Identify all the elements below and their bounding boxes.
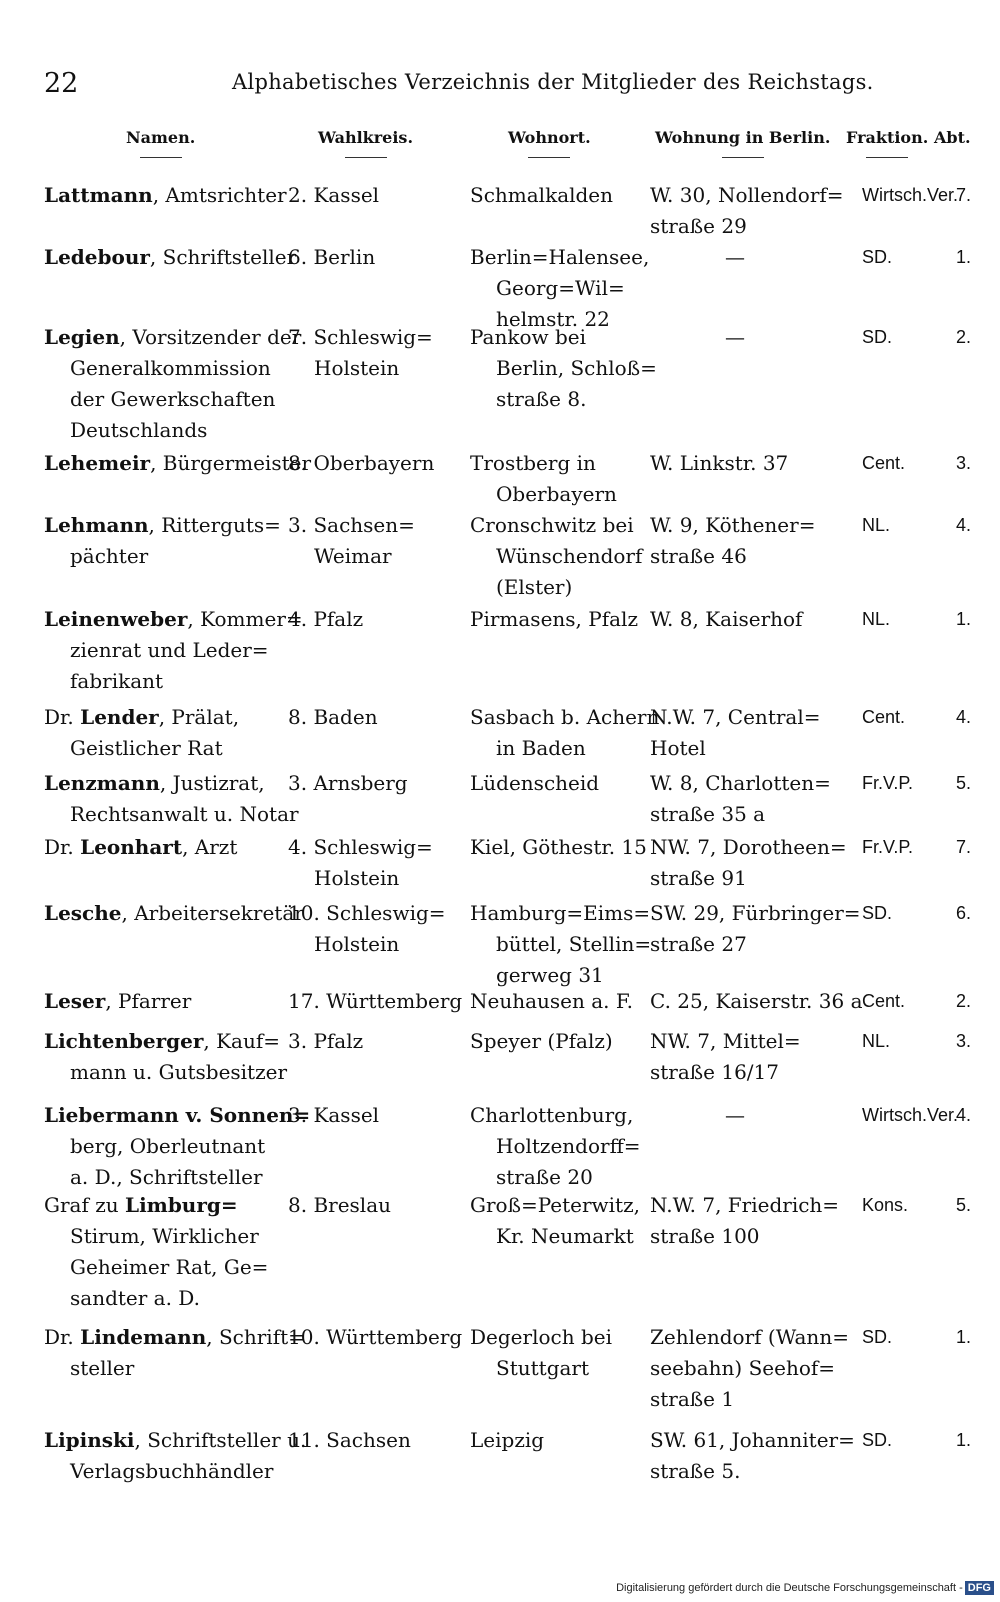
member-name-line: steller [70,1356,135,1380]
berlin-address-cell [650,1100,820,1131]
abteilung-cell: 3. [956,453,972,473]
wohnort-cell-line: Hamburg=Eims= [470,901,651,925]
wohnort-cell [470,768,642,799]
wohnort-cell-line: Degerloch bei [470,1325,612,1349]
berlin-address-cell [650,1322,850,1415]
member-name [44,1100,311,1193]
member-name [44,322,302,446]
berlin-address-cell-line: straße 1 [650,1387,735,1411]
member-name-line: Ledebour, Schriftsteller [44,245,297,269]
wahlkreis-cell-line: 17. Württemberg [288,989,463,1013]
wohnort-cell-line: Charlottenburg, [470,1103,634,1127]
member-name-line: Lipinski, Schriftsteller u. [44,1428,307,1452]
abteilung-cell: 1. [956,609,972,629]
wohnort-cell [470,898,652,991]
wahlkreis-cell-line: Holstein [314,356,400,380]
wahlkreis-cell [288,510,468,572]
member-name-line: Generalkommission [70,356,271,380]
wohnort-cell-line: helmstr. 22 [496,307,610,331]
member-name-line: zienrat und Leder= [70,638,269,662]
member-name [44,702,284,764]
member-name-line: Liebermann v. Sonnen= [44,1103,311,1127]
wohnort-cell-line: büttel, Stellin= [496,932,652,956]
berlin-address-cell-line: straße 91 [650,866,747,890]
fraktion-cell: Kons. [862,1195,909,1215]
wahlkreis-cell-line: 11. Sachsen [288,1428,411,1452]
member-name-line: Geistlicher Rat [70,736,223,760]
wahlkreis-cell-line: 3. Arnsberg [288,771,408,795]
wahlkreis-cell-line: 7. Schleswig= [288,325,433,349]
abteilung-cell: 1. [956,247,972,267]
member-name-line: Lesche, Arbeitersekretär [44,901,304,925]
wohnort-cell-line: (Elster) [496,575,573,599]
wahlkreis-cell [288,180,468,211]
member-name-line: Stirum, Wirklicher [70,1224,259,1248]
page-title: Alphabetisches Verzeichnis der Mitglieder des Reichstags. [232,70,874,94]
fraktion-cell: Wirtsch.Ver. [862,185,959,205]
wahlkreis-cell-line: 8. Breslau [288,1193,391,1217]
abteilung-cell: 7. [956,185,972,205]
wahlkreis-cell-line: Holstein [314,866,400,890]
wahlkreis-cell [288,898,468,960]
wahlkreis-cell-line: 3. Pfalz [288,1029,364,1053]
member-name-line: Rechtsanwalt u. Notar [70,802,299,826]
wahlkreis-cell [288,1322,468,1353]
berlin-address-cell-line: — [725,245,745,269]
wohnort-cell [470,1425,642,1456]
abteilung-cell: 2. [956,327,972,347]
member-name-line: Lehmann, Ritterguts= [44,513,281,537]
abteilung-cell: 7. [956,837,972,857]
wohnort-cell [470,510,642,603]
wohnort-cell-line: Pankow bei [470,325,587,349]
page-header [0,68,1000,108]
fraktion-cell: NL. [862,1031,891,1051]
berlin-address-cell [650,1190,850,1252]
fraktion-cell: SD. [862,247,893,267]
member-name-line: Dr. Lender, Prälat, [44,705,240,729]
wahlkreis-cell [288,986,468,1017]
member-name [44,898,304,929]
wahlkreis-cell-line: 4. Pfalz [288,607,364,631]
column-header-abteilung: Abt. [934,128,971,147]
wahlkreis-cell [288,604,468,635]
member-name-line: Dr. Leonhart, Arzt [44,835,238,859]
member-name [44,180,287,211]
berlin-address-cell-line: straße 46 [650,544,747,568]
member-name-line: berg, Oberleutnant [70,1134,266,1158]
wohnort-cell-line: Kr. Neumarkt [496,1224,634,1248]
abteilung-cell: 4. [956,515,972,535]
fraktion-cell: SD. [862,1327,893,1347]
wohnort-cell-line: Berlin=Halensee, [470,245,650,269]
wohnort-cell-line: Georg=Wil= [496,276,625,300]
wohnort-cell [470,702,660,764]
berlin-address-cell [650,702,850,764]
berlin-address-cell [650,832,850,894]
wahlkreis-cell-line: 8. Baden [288,705,378,729]
wohnort-cell-line: Pirmasens, Pfalz [470,607,638,631]
member-name-line: Lenzmann, Justizrat, [44,771,265,795]
wohnort-cell [470,448,642,510]
member-name [44,986,284,1017]
berlin-address-cell-line: W. 30, Nollendorf= [650,183,844,207]
wohnort-cell-line: Cronschwitz bei [470,513,634,537]
column-header-wohnung-berlin: Wohnung in Berlin. [655,128,830,158]
column-header-wahlkreis: Wahlkreis. [318,128,413,158]
berlin-address-cell-line: N.W. 7, Friedrich= [650,1193,840,1217]
member-name-line: fabrikant [70,669,164,693]
member-name-line: Dr. Lindemann, Schrift= [44,1325,305,1349]
berlin-address-cell [650,768,850,830]
member-name-line: Lichtenberger, Kauf= [44,1029,280,1053]
member-name [44,1026,288,1088]
wohnort-cell-line: Lüdenscheid [470,771,600,795]
abteilung-cell: 4. [956,707,972,727]
berlin-address-cell [650,986,863,1017]
wahlkreis-cell-line: 6. Berlin [288,245,376,269]
berlin-address-cell [650,242,820,273]
wahlkreis-cell-line: 10. Württemberg [288,1325,463,1349]
wahlkreis-cell-line: 10. Schleswig= [288,901,446,925]
column-header-namen: Namen. [126,128,195,158]
fraktion-cell: SD. [862,327,893,347]
member-name-line: Leser, Pfarrer [44,989,192,1013]
abteilung-cell: 2. [956,991,972,1011]
wohnort-cell-line: gerweg 31 [496,963,604,987]
abteilung-cell: 5. [956,773,972,793]
wohnort-cell-line: Neuhausen a. F. [470,989,633,1013]
wohnort-cell-line: Holtzendorff= [496,1134,641,1158]
wohnort-cell-line: straße 20 [496,1165,593,1189]
wohnort-cell [470,986,642,1017]
member-name-line: mann u. Gutsbesitzer [70,1060,288,1084]
member-name [44,1425,307,1487]
wahlkreis-cell [288,702,468,733]
berlin-address-cell [650,180,850,242]
member-name-line: Deutschlands [70,418,208,442]
abteilung-cell: 1. [956,1430,972,1450]
berlin-address-cell-line: SW. 61, Johanniter= [650,1428,855,1452]
berlin-address-cell [650,322,820,353]
berlin-address-cell-line: Zehlendorf (Wann= [650,1325,849,1349]
fraktion-cell: Fr.V.P. [862,837,914,857]
member-name-line: pächter [70,544,149,568]
fraktion-cell: Cent. [862,991,906,1011]
abteilung-cell: 5. [956,1195,972,1215]
berlin-address-cell [650,898,861,960]
fraktion-cell: Fr.V.P. [862,773,914,793]
berlin-address-cell [650,604,850,635]
wohnort-cell-line: Sasbach b. Achern [470,705,660,729]
member-name [44,832,284,863]
abteilung-cell: 1. [956,1327,972,1347]
berlin-address-cell-line: W. 8, Kaiserhof [650,607,803,631]
member-name-line: Legien, Vorsitzender der [44,325,302,349]
member-name-line: Graf zu Limburg= [44,1193,238,1217]
footer-text: Digitalisierung gefördert durch die Deutsche Forschungsgemeinschaft - [616,1582,963,1594]
abteilung-cell: 3. [956,1031,972,1051]
wohnort-cell [470,604,642,635]
wohnort-cell-line: Stuttgart [496,1356,590,1380]
wohnort-cell [470,1026,642,1057]
column-header-wohnort: Wohnort. [508,128,591,158]
dfg-logo: DFG [965,1581,994,1595]
member-name-line: der Gewerkschaften [70,387,276,411]
berlin-address-cell-line: C. 25, Kaiserstr. 36 a [650,989,863,1013]
wohnort-cell-line: in Baden [496,736,586,760]
abteilung-cell: 4. [956,1105,972,1125]
fraktion-cell: Wirtsch.Ver. [862,1105,959,1125]
wohnort-cell-line: Kiel, Göthestr. 15 [470,835,647,859]
fraktion-cell: NL. [862,515,891,535]
member-name-line: sandter a. D. [70,1286,200,1310]
wahlkreis-cell [288,768,468,799]
wahlkreis-cell-line: 3. Sachsen= [288,513,415,537]
wohnort-cell-line: Speyer (Pfalz) [470,1029,613,1053]
wohnort-cell [470,322,657,415]
fraktion-cell: SD. [862,903,893,923]
wohnort-cell [470,832,647,863]
member-name-line: Leinenweber, Kommer= [44,607,303,631]
wahlkreis-cell [288,322,468,384]
berlin-address-cell-line: seebahn) Seehof= [650,1356,836,1380]
fraktion-cell: Cent. [862,453,906,473]
wohnort-cell [470,180,642,211]
berlin-address-cell-line: straße 27 [650,932,747,956]
berlin-address-cell-line: NW. 7, Dorotheen= [650,835,847,859]
footer [616,1582,994,1594]
berlin-address-cell-line: W. Linkstr. 37 [650,451,789,475]
wahlkreis-cell [288,1026,468,1057]
wohnort-cell [470,1322,642,1384]
wohnort-cell [470,1100,642,1193]
wahlkreis-cell [288,832,468,894]
berlin-address-cell [650,448,850,479]
wahlkreis-cell-line: 2. Kassel [288,183,380,207]
berlin-address-cell-line: — [725,1103,745,1127]
wohnort-cell-line: straße 8. [496,387,587,411]
member-name-line: Lehemeir, Bürgermeister [44,451,312,475]
wahlkreis-cell [288,1100,468,1131]
member-name [44,1190,284,1314]
berlin-address-cell [650,510,850,572]
berlin-address-cell-line: straße 5. [650,1459,741,1483]
wahlkreis-cell-line: 4. Schleswig= [288,835,433,859]
member-name [44,242,297,273]
member-name-line: Lattmann, Amtsrichter [44,183,287,207]
berlin-address-cell-line: straße 16/17 [650,1060,779,1084]
member-name-line: a. D., Schriftsteller [70,1165,263,1189]
wohnort-cell-line: Oberbayern [496,482,617,506]
column-header-fraktion: Fraktion. [846,128,928,158]
wahlkreis-cell-line: Holstein [314,932,400,956]
member-name [44,510,284,572]
member-name [44,768,299,830]
fraktion-cell: NL. [862,609,891,629]
abteilung-cell: 6. [956,903,972,923]
berlin-address-cell-line: W. 8, Charlotten= [650,771,831,795]
berlin-address-cell-line: W. 9, Köthener= [650,513,816,537]
wohnort-cell-line: Wünschendorf [496,544,643,568]
wohnort-cell-line: Trostberg in [470,451,596,475]
wohnort-cell-line: Berlin, Schloß= [496,356,657,380]
berlin-address-cell-line: NW. 7, Mittel= [650,1029,801,1053]
berlin-address-cell-line: Hotel [650,736,706,760]
wahlkreis-cell-line: 8. Oberbayern [288,451,435,475]
wahlkreis-cell [288,242,468,273]
wahlkreis-cell [288,448,468,479]
member-name [44,448,312,479]
berlin-address-cell-line: straße 100 [650,1224,760,1248]
member-name [44,604,303,697]
wahlkreis-cell-line: Weimar [314,544,392,568]
wohnort-cell [470,1190,642,1252]
page-number: 22 [44,68,79,99]
berlin-address-cell [650,1425,855,1487]
fraktion-cell: Cent. [862,707,906,727]
wohnort-cell-line: Leipzig [470,1428,545,1452]
berlin-address-cell-line: straße 35 a [650,802,766,826]
wohnort-cell-line: Schmalkalden [470,183,614,207]
wohnort-cell-line: Groß=Peterwitz, [470,1193,640,1217]
wahlkreis-cell [288,1425,468,1456]
fraktion-cell: SD. [862,1430,893,1450]
berlin-address-cell-line: — [725,325,745,349]
berlin-address-cell-line: SW. 29, Fürbringer= [650,901,861,925]
member-name-line: Verlagsbuchhändler [70,1459,274,1483]
berlin-address-cell [650,1026,850,1088]
wahlkreis-cell [288,1190,468,1221]
member-name-line: Geheimer Rat, Ge= [70,1255,269,1279]
member-name [44,1322,305,1384]
berlin-address-cell-line: straße 29 [650,214,747,238]
berlin-address-cell-line: N.W. 7, Central= [650,705,821,729]
wahlkreis-cell-line: 3. Kassel [288,1103,380,1127]
